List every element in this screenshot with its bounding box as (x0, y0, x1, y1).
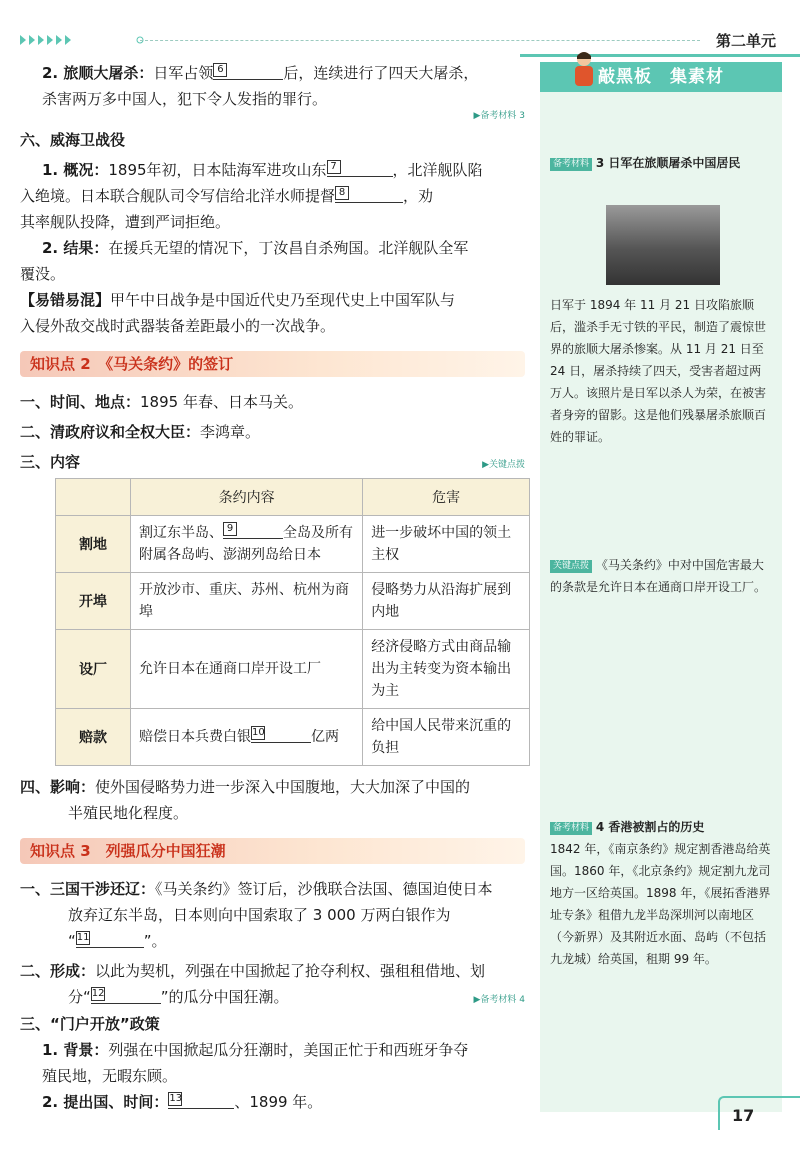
knowledge-point-3: 知识点 3 列强瓜分中国狂潮 (20, 838, 525, 864)
sidebar (540, 62, 782, 1112)
material-4-title: 备考材料 4 香港被割占的历史 (550, 816, 772, 838)
table-row: 开埠 开放沙市、重庆、苏州、杭州为商埠 侵略势力从沿海扩展到内地 (56, 573, 530, 630)
table-row: 设厂 允许日本在通商口岸开设工厂 经济侵略方式由商品输出为主转变为资本输出为主 (56, 630, 530, 709)
fill-blank[interactable]: 10 (251, 726, 311, 743)
page-number: 17 (732, 1106, 755, 1125)
fill-blank[interactable]: 6 (213, 63, 283, 80)
fill-blank[interactable]: 11 (76, 931, 144, 948)
teacher-icon (566, 50, 602, 92)
section-title: 六、威海卫战役 (20, 131, 126, 149)
fill-blank[interactable]: 12 (91, 987, 161, 1004)
key-tag: ▶关键点拨 (482, 460, 525, 470)
fill-blank[interactable]: 13 (168, 1092, 234, 1109)
fill-blank[interactable]: 8 (335, 186, 403, 203)
main-content: 2. 旅顺大屠杀：日军占领 6 后，连续进行了四天大屠杀， 杀害两万多中国人，犯下令人发指的罪行。 ▶备考材料 3 六、威海卫战役 1. 概况：1895年初，日本陆海军进攻山东 7 ，北洋舰队陷 入绝境。日本联合舰队司令写信给北洋水师提督 8 ，劝 其率舰队投降，遭到严词拒绝。 2. 结果：在援兵无望的情况下，丁汝昌自杀殉国。北洋舰队全军 覆没。 【易错易混】甲午中日战争是中国近代史乃至现代史上中国军队与 入侵外敌交战时武器装备差距最小的一次战争。 知识点 2 《马关条约》的签订 一、时间、地点：1895 年春、日本马关。 二、清政府议和全权大臣：李鸿章。 三、内容 ▶关键点拨 条约内容 危害 割地 割辽东半岛、 9 全岛及所有附属各岛屿、澎湖列岛给日本 进一步破坏中国的领土主权 开埠 开放沙市、重庆、苏州、杭州为商埠 侵略势力从沿海扩展到内地 设厂 允许日本在通商口岸开设工厂 经济侵略方式由商品输出为主转变为资本输出为主 赔款 赔偿日本兵费白银 10 亿两 给中国人民带来沉重的负担 四、影响：使外国侵略势力进一步深入中国腹地，大大加深了中国的 半殖民地化程度。 知识点 3 列强瓜分中国狂潮 一、三国干涉还辽：《马关条约》签订后，沙俄联合法国、德国迫使日本 放弃辽东半岛，日本则向中国索取了 3 000 万两白银作为 “ 11 ”。 二、形成：以此为契机，列强在中国掀起了抢夺利权、强租租借地、划 分“ 12 ”的瓜分中国狂潮。 ▶备考材料 4 三、“门户开放”政策 1. 背景：列强在中国掀起瓜分狂潮时，美国正忙于和西班牙争夺 殖民地，无暇东顾。 2. 提出国、时间： 13 、1899 年。 (20, 60, 525, 1115)
massacre-photo (606, 205, 720, 285)
material-tag: ▶备考材料 3 (473, 111, 525, 121)
fill-blank[interactable]: 7 (327, 160, 393, 177)
table-row: 赔款 赔偿日本兵费白银 10 亿两 给中国人民带来沉重的负担 (56, 709, 530, 766)
material-3-title: 备考材料 3 日军在旅顺屠杀中国居民 (550, 152, 772, 174)
massacre-line: 2. 旅顺大屠杀：日军占领 6 后，连续进行了四天大屠杀， (42, 64, 479, 82)
material-4-text: 1842 年，《南京条约》规定割香港岛给英国。1860 年，《北京条约》规定割九龙司地方一区给英国。1898 年，《展拓香港界址专条》租借九龙半岛深圳河以南地区（今新界）及其附近水面、岛屿（不包括九龙城）给英国，租期 99 年。 (550, 842, 771, 966)
material-3-text: 日军于 1894 年 11 月 21 日攻陷旅顺后，滥杀手无寸铁的平民，制造了震惊世界的旅顺大屠杀惨案。从 11 月 21 日至 24 日，屠杀持续了四天，受害者超过两万人。该照片是日军以杀人为荣，在被害者身旁的留影。这是他们残暴屠杀旅顺百姓的罪证。 (550, 298, 767, 444)
page-number-frame (718, 1096, 800, 1130)
key-point-note: 关键点拨 《马关条约》中对中国危害最大的条款是允许日本在通商口岸开设工厂。 (550, 558, 767, 594)
unit-title: 第二单元 (715, 32, 776, 50)
header-rule (520, 54, 800, 57)
table-header: 条约内容 危害 (56, 479, 530, 516)
sidebar-title: 敲黑板 集素材 (540, 62, 782, 92)
treaty-table (55, 478, 530, 766)
material-tag: ▶备考材料 4 (473, 995, 525, 1005)
confuse-note: 【易错易混】甲午中日战争是中国近代史乃至现代史上中国军队与 (20, 291, 456, 309)
knowledge-point-2: 知识点 2 《马关条约》的签订 (20, 351, 525, 377)
fill-blank[interactable]: 9 (223, 522, 283, 539)
table-row: 割地 割辽东半岛、 9 全岛及所有附属各岛屿、澎湖列岛给日本 进一步破坏中国的领土主权 (56, 516, 530, 573)
header-dashed-line (140, 40, 700, 41)
